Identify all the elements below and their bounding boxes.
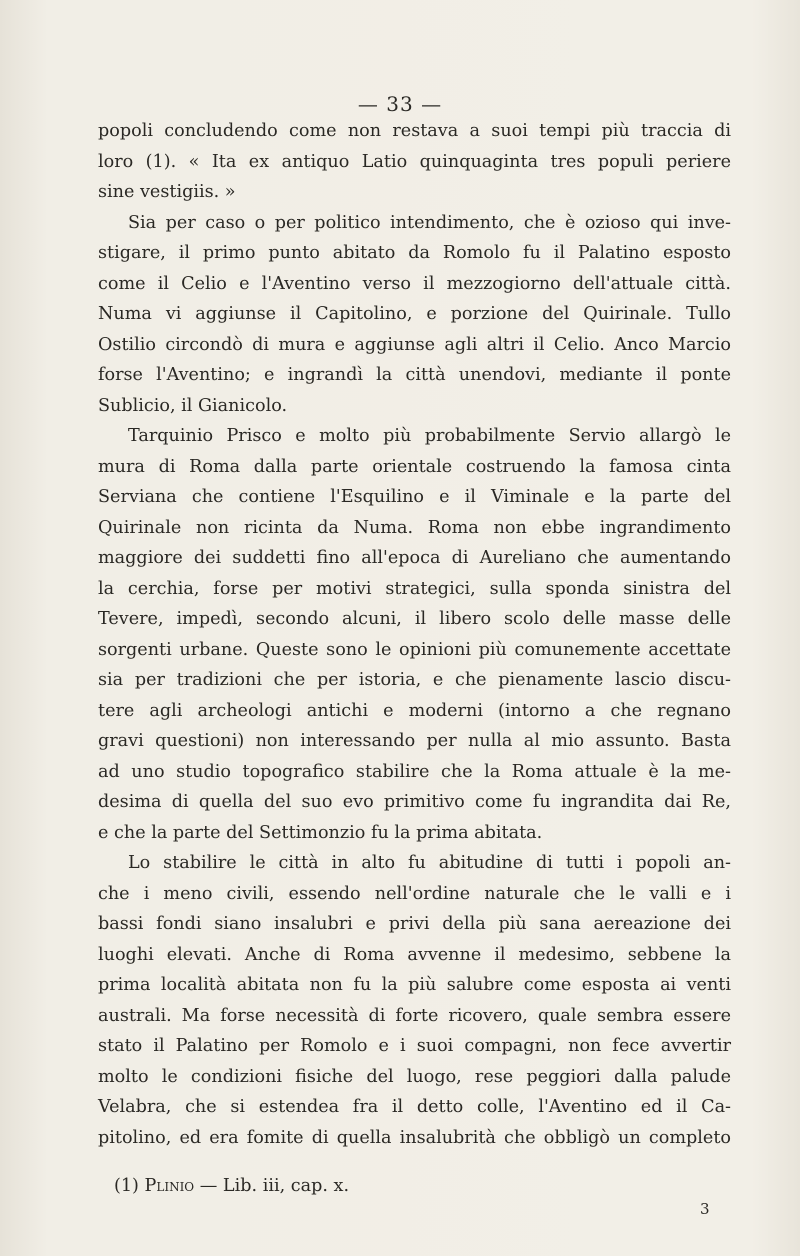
text-line: sine vestigiis. »: [98, 182, 236, 202]
text-line: maggiore dei suddetti fino all'epoca di Aureliano che aumentando: [98, 548, 731, 568]
text-line: e che la parte del Settimonzio fu la prima abitata.: [98, 822, 543, 843]
text-line: Sia per caso o per politico intendimento, che è ozioso qui inve-: [128, 212, 731, 233]
body-text: [98, 116, 731, 1153]
text-line: Serviana che contiene l'Esquilino e il Viminale e la parte del: [98, 487, 731, 507]
text-line: tere agli archeologi antichi e moderni (intorno a che regnano: [98, 700, 731, 721]
footnote: [114, 1176, 349, 1196]
text-line: mura di Roma dalla parte orientale costruendo la famosa cinta: [98, 456, 731, 477]
text-line: Velabra, che si estendea fra il detto colle, l'Aventino ed il Ca-: [98, 1097, 731, 1117]
text-line: desima di quella del suo evo primitivo come fu ingrandita dai Re,: [98, 792, 731, 812]
text-line: stato il Palatino per Romolo e i suoi compagni, non fece avvertir: [98, 1036, 731, 1056]
text-line: pitolino, ed era fomite di quella insalubrità che obbligò un completo: [98, 1127, 731, 1148]
text-line: Sublicio, il Gianicolo.: [98, 395, 288, 416]
text-line: bassi fondi siano insalubri e privi della più sana aereazione dei: [98, 914, 731, 934]
text-line: Quirinale non ricinta da Numa. Roma non ebbe ingrandimento: [98, 517, 731, 538]
text-line: luoghi elevati. Anche di Roma avvenne il medesimo, sebbene la: [98, 944, 731, 965]
text-line: che i meno civili, essendo nell'ordine naturale che le valli e i: [98, 883, 731, 904]
text-line: sia per tradizioni che per istoria, e che pienamente lascio discu-: [98, 670, 731, 690]
text-line: Numa vi aggiunse il Capitolino, e porzione del Quirinale. Tullo: [98, 304, 731, 324]
text-line: sorgenti urbane. Queste sono le opinioni più comunemente accettate: [98, 639, 731, 660]
footnote-reference: — Lib. iii, cap. x.: [199, 1176, 350, 1196]
text-line: Tarquinio Prisco e molto più probabilmente Servio allargò le: [128, 426, 731, 446]
page-number: — 33 —: [357, 92, 443, 116]
footnote-marker: (1): [114, 1176, 139, 1196]
text-line: come il Celio e l'Aventino verso il mezzogiorno dell'attuale città.: [98, 273, 731, 294]
text-line: molto le condizioni fisiche del luogo, rese peggiori dalla palude: [98, 1066, 731, 1087]
text-line: loro (1). « Ita ex antiquo Latio quinquaginta tres populi periere: [98, 151, 731, 172]
text-line: ad uno studio topografico stabilire che la Roma attuale è la me-: [98, 761, 731, 782]
text-line: australi. Ma forse necessità di forte ricovero, quale sembra essere: [98, 1005, 731, 1026]
text-line: Ostilio circondò di mura e aggiunse agli altri il Celio. Anco Marcio: [98, 334, 731, 355]
text-line: stigare, il primo punto abitato da Romolo fu il Palatino esposto: [98, 243, 731, 263]
footnote-author: Plinio: [144, 1176, 195, 1196]
text-line: Lo stabilire le città in alto fu abitudine di tutti i popoli an-: [128, 853, 731, 873]
text-line: forse l'Aventino; e ingrandì la città unendovi, mediante il ponte: [98, 365, 731, 385]
text-line: Tevere, impedì, secondo alcuni, il libero scolo delle masse delle: [98, 609, 731, 629]
text-line: prima località abitata non fu la più salubre come esposta ai venti: [98, 975, 731, 995]
text-line: la cerchia, forse per motivi strategici, sulla sponda sinistra del: [98, 578, 731, 599]
signature-mark: 3: [700, 1200, 710, 1218]
text-line: gravi questioni) non interessando per nulla al mio assunto. Basta: [98, 731, 731, 751]
text-line: popoli concludendo come non restava a suoi tempi più traccia di: [98, 121, 731, 141]
